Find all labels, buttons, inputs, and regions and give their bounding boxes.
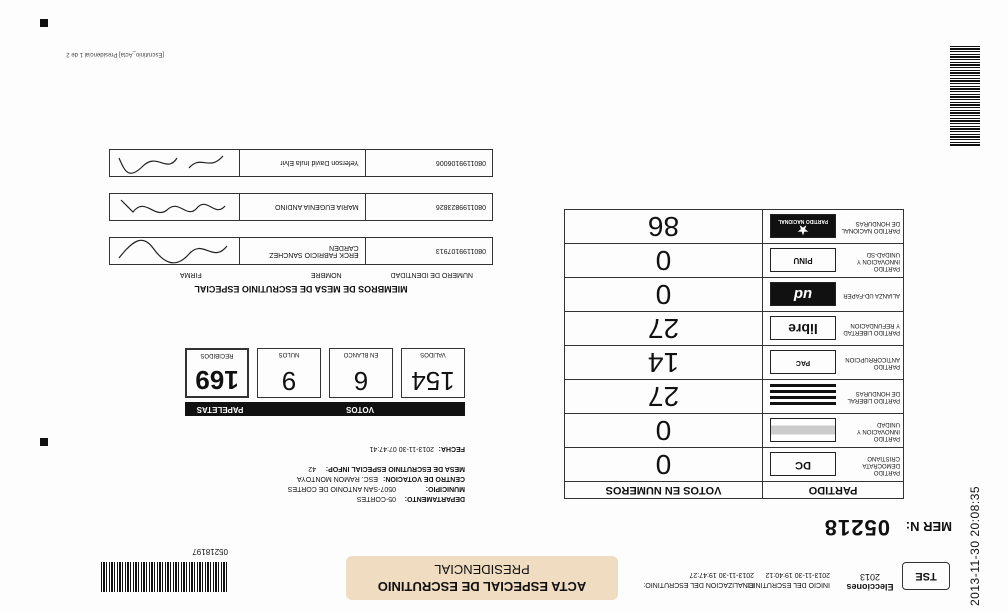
elecciones-logo xyxy=(842,562,898,592)
ud-logo-icon: ud xyxy=(770,283,836,307)
votes-column-header: VOTOS EN NUMEROS xyxy=(565,482,763,499)
party-cell xyxy=(763,244,904,278)
serial-number: 05218197 xyxy=(192,547,228,556)
party-name: ALIANZA UD-FAPER xyxy=(843,292,900,298)
votes-cell: 27 xyxy=(565,380,763,414)
table-row xyxy=(565,312,904,346)
member-id: 0801199107913 xyxy=(365,238,492,264)
name-column-header: NOMBRE xyxy=(310,271,342,278)
dc-logo-icon: DC xyxy=(770,453,836,477)
table-row xyxy=(565,278,904,312)
member-row xyxy=(109,237,493,265)
nulos-value: 9 xyxy=(281,366,297,396)
table-row xyxy=(565,244,904,278)
liberal-flag-logo-icon xyxy=(770,385,836,409)
centro-value: ESC. RAMON MONTOYA xyxy=(296,475,378,482)
mer-label: MER N: xyxy=(905,519,952,534)
member-name: ERCK FABRICIO SANCHEZ CARDEN xyxy=(239,238,364,264)
summary-header-bar xyxy=(185,402,465,416)
signature-icon xyxy=(113,236,233,266)
blanco-box xyxy=(329,348,393,398)
registration-mark xyxy=(40,19,48,27)
pac-logo-icon: PAC xyxy=(770,351,836,375)
signature-icon xyxy=(113,192,233,222)
mer-number: 05218 xyxy=(823,515,890,540)
member-name: MARIA EUGENIA ANDINO xyxy=(239,194,364,220)
recibidos-value: 169 xyxy=(195,365,239,395)
nulos-box xyxy=(257,348,321,398)
party-cell xyxy=(763,278,904,312)
party-name: PARTIDO INNOVACION Y UNIDAD xyxy=(856,421,900,441)
papeletas-header: PAPELETAS xyxy=(196,405,244,414)
party-cell xyxy=(763,380,904,414)
member-signature xyxy=(110,194,239,220)
fecha-label: FECHA: xyxy=(438,445,465,452)
validos-box xyxy=(401,348,465,398)
table-row xyxy=(565,346,904,380)
fin-value: 2013-11-30 19:47:27 xyxy=(689,571,754,578)
document-code: [Escrutinio_Acta] Presidencial 1 de 2 xyxy=(66,51,164,57)
party-name: PARTIDO DEMOCRATA CRISTIANO xyxy=(862,455,900,475)
member-id: 0801199823826 xyxy=(365,194,492,220)
elecciones-year: 2013 xyxy=(859,572,881,582)
party-name: PARTIDO NACIONAL DE HONDURAS xyxy=(841,220,900,234)
party-cell xyxy=(763,210,904,244)
table-row xyxy=(565,380,904,414)
member-name: Yeferson David Irula Elvir xyxy=(239,150,364,176)
fecha-value: 2013-11-30 07:47:41 xyxy=(369,445,434,452)
blanco-value: 6 xyxy=(353,366,369,396)
party-cell xyxy=(763,312,904,346)
fin-label: FINALIZACION DEL ESCRUTINIO: xyxy=(643,581,754,588)
side-barcode xyxy=(950,46,980,146)
votes-cell: 14 xyxy=(565,346,763,380)
votes-cell: 86 xyxy=(565,210,763,244)
pinu-flag-logo-icon xyxy=(770,419,836,443)
party-cell xyxy=(763,448,904,482)
party-name: PARTIDO ANTICORRUPCION xyxy=(845,356,900,370)
party-cell xyxy=(763,414,904,448)
table-header-row xyxy=(565,482,904,499)
municipio-label: MUNICIPIO: xyxy=(425,485,465,492)
departamento-value: 05-CORTES xyxy=(356,495,396,502)
departamento-label: DEPARTAMENTO: xyxy=(404,495,465,502)
acta-title: ACTA ESPECIAL DE ESCRUTINIO xyxy=(377,579,587,594)
mesa-label: MESA DE ESCRUTINIO ESPECIAL INFOP: xyxy=(325,465,465,472)
partido-nacional-logo-text: PARTIDO NACIONAL xyxy=(778,218,828,224)
member-id: 0801199106006 xyxy=(365,150,492,176)
validos-label: VALIDOS xyxy=(420,351,446,357)
pinu-logo-icon: PINU xyxy=(770,249,836,273)
party-name: PARTIDO LIBERTAD Y REFUNDACION xyxy=(843,322,900,336)
votes-summary xyxy=(185,348,465,416)
blanco-label: EN BLANCO xyxy=(343,351,379,357)
member-row xyxy=(109,193,493,221)
partido-nacional-logo-icon xyxy=(770,215,836,239)
votes-cell: 27 xyxy=(565,312,763,346)
member-signature xyxy=(110,150,239,176)
votes-cell: 0 xyxy=(565,278,763,312)
libre-logo-icon: libre xyxy=(770,317,836,341)
inicio-value: 2013-11-30 19:40:12 xyxy=(765,571,830,578)
member-signature xyxy=(110,238,239,264)
mesa-value: 42 xyxy=(308,465,316,472)
member-row xyxy=(109,149,493,177)
star-icon: ★ xyxy=(797,223,809,237)
votos-header: VOTOS xyxy=(346,405,374,414)
party-name: PARTIDO INNOVACION Y UNIDAD-SD xyxy=(856,251,900,271)
recibidos-label: RECIBIDOS xyxy=(200,352,234,358)
validos-value: 154 xyxy=(411,366,455,396)
tse-logo xyxy=(902,562,950,590)
party-column-header: PARTIDO xyxy=(763,482,904,499)
table-row xyxy=(565,210,904,244)
party-votes-table xyxy=(564,209,904,499)
votes-cell: 0 xyxy=(565,448,763,482)
elecciones-text: Elecciones xyxy=(846,582,894,592)
party-cell xyxy=(763,346,904,380)
municipio-value: 0507-SAN ANTONIO DE CORTES xyxy=(287,485,396,492)
members-section xyxy=(109,133,493,294)
acta-subtitle: PRESIDENCIAL xyxy=(434,562,530,577)
nulos-label: NULOS xyxy=(278,351,300,357)
registration-mark xyxy=(40,438,48,446)
centro-label: CENTRO DE VOTACION: xyxy=(383,475,465,482)
tse-logo-text: TSE xyxy=(915,570,937,582)
sign-column-header: FIRMA xyxy=(179,271,202,278)
inicio-label: INICIO DEL ESCRUTINIO: xyxy=(746,581,830,588)
votes-cell: 0 xyxy=(565,244,763,278)
members-title: MIEMBROS DE MESA DE ESCRUTINIO ESPECIAL xyxy=(194,284,408,294)
members-header xyxy=(109,271,493,278)
party-name: PARTIDO LIBERAL DE HONDURAS xyxy=(847,390,900,404)
votes-cell: 0 xyxy=(565,414,763,448)
signature-icon xyxy=(113,148,233,178)
table-row xyxy=(565,414,904,448)
barcode xyxy=(99,562,227,592)
recibidos-box xyxy=(185,348,249,398)
scan-timestamp: 2013-11-30 20:08:35 xyxy=(968,485,982,606)
acta-title-box xyxy=(346,556,618,600)
table-row xyxy=(565,448,904,482)
id-column-header: NUMERO DE IDENTIDAD xyxy=(390,271,473,278)
